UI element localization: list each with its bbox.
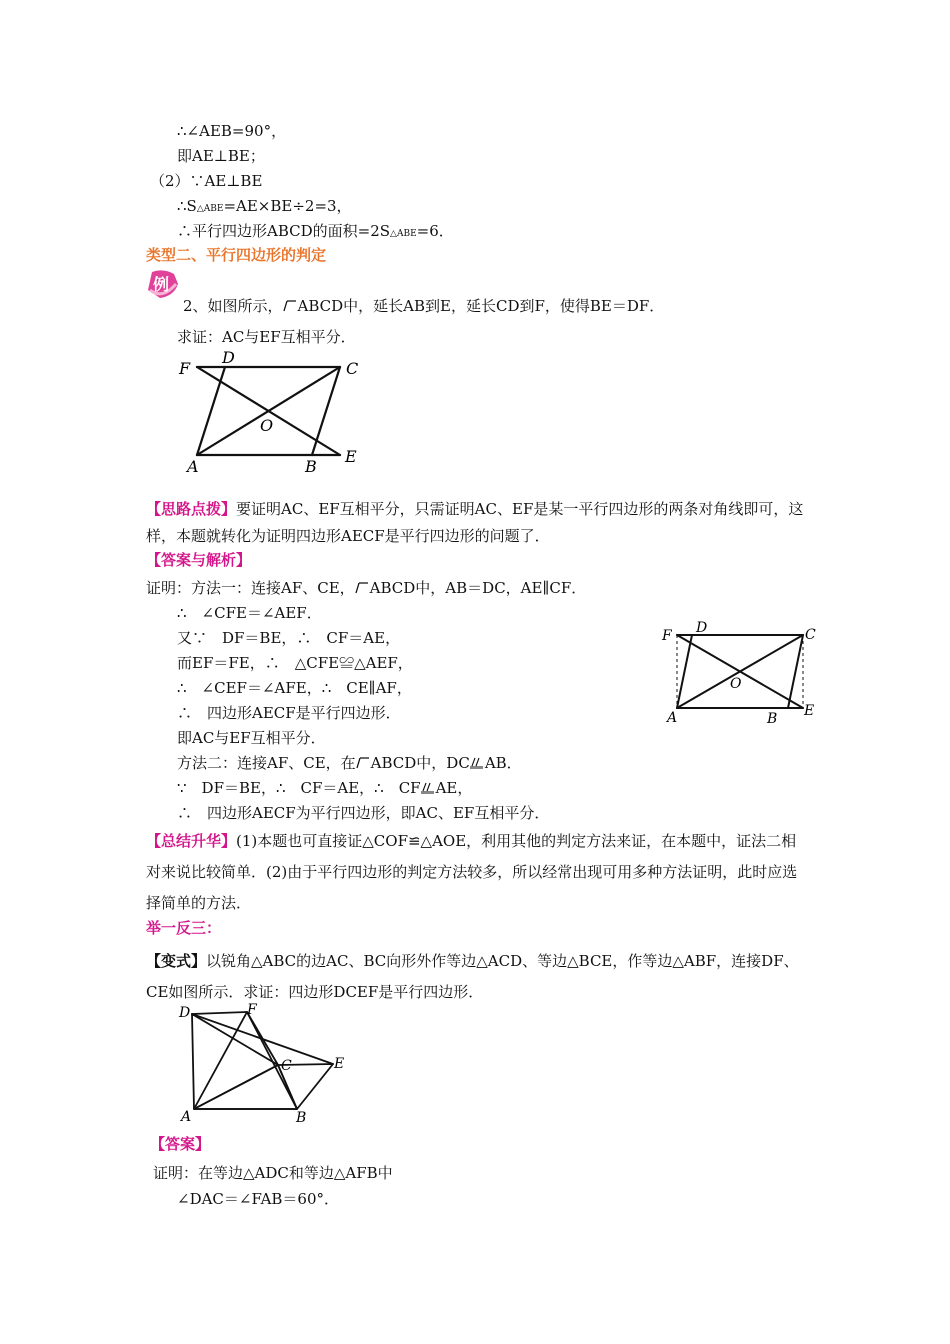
proof-line-2: 即AE⊥BE；	[177, 147, 265, 165]
parallelogram-icon	[355, 582, 369, 594]
proof-method1-line5: ∴ ∠CEF＝∠AFE，∴ CE∥AF，	[177, 679, 412, 697]
fig1-label-E: E	[345, 447, 357, 466]
fig3-label-C: C	[281, 1058, 292, 1074]
proof-method2-line1: 方法二：连接AF、CE，在 ABCD中，DC AB．	[177, 754, 522, 772]
example-prove: 求证：AC与EF互相平分．	[177, 328, 356, 346]
proof-method1-line6: ∴ 四边形AECF是平行四边形．	[177, 704, 401, 722]
answer-label: 【答案与解析】	[146, 551, 252, 569]
parallelogram-icon	[356, 757, 370, 769]
proof-line-4: ∴S△ABE=AE×BE÷2=3，	[177, 197, 352, 215]
figure-parallelogram-aecf-2	[658, 620, 820, 730]
fig3-label-D: D	[179, 1005, 191, 1021]
proof-line-3: （2）∵AE⊥BE	[150, 172, 263, 190]
fig1-label-B: B	[305, 457, 317, 476]
variant-label: 【变式】	[146, 952, 207, 970]
fig2-label-B: B	[767, 711, 778, 727]
practice-title: 举一反三：	[146, 919, 222, 937]
proof-method1-line2: ∴ ∠CFE＝∠AEF．	[177, 604, 322, 622]
proof-method2-line3: ∴ 四边形AECF为平行四边形，即AC、EF互相平分．	[177, 804, 550, 822]
variant-text: 以锐角△ABC的边AC、BC向形外作等边△ACD、等边△BCE，作等边△ABF，连接DF、CE如图所示．求证：四边形DCEF是平行四边形．	[146, 952, 799, 1001]
summary-paragraph	[146, 826, 810, 919]
answer2-line1: 证明：在等边△ADC和等边△AFB中	[153, 1164, 393, 1182]
hint-text: 要证明AC、EF互相平分，只需证明AC、EF是某一平行四边形的两条对角线即可，这样，本题就转化为证明四边形AECF是平行四边形的问题了．	[146, 500, 804, 545]
fig1-label-O: O	[260, 416, 274, 435]
parallel-equal-icon	[421, 782, 435, 794]
parallelogram-icon	[283, 300, 297, 312]
hint-label: 【思路点拨】	[146, 500, 237, 518]
fig2-label-A: A	[667, 710, 678, 726]
proof-line-1: ∴∠AEB=90°，	[177, 122, 287, 140]
answer2-label: 【答案】	[150, 1135, 211, 1153]
answer2-line2: ∠DAC＝∠FAB＝60°．	[177, 1190, 340, 1208]
example-statement: 2、如图所示， ABCD中，延长AB到E，延长CD到F，使得BE＝DF．	[183, 297, 665, 315]
figure-parallelogram-aecf	[175, 348, 370, 478]
proof-method2-line2: ∵ DF＝BE，∴ CF＝AE，∴ CF AE，	[177, 779, 473, 797]
fig2-label-C: C	[805, 627, 816, 643]
figure-equilateral-triangles	[175, 1002, 355, 1127]
example-badge-label: 例	[153, 275, 170, 294]
fig3-label-B: B	[296, 1110, 307, 1126]
fig1-label-D: D	[222, 348, 235, 367]
fig3-label-F: F	[247, 1002, 257, 1018]
fig1-label-A: A	[187, 457, 199, 476]
parallel-equal-icon	[470, 757, 484, 769]
fig1-label-C: C	[346, 359, 359, 378]
summary-label: 【总结升华】	[146, 832, 237, 850]
fig2-label-E: E	[804, 703, 815, 719]
proof-method1-line7: 即AC与EF互相平分．	[177, 729, 326, 747]
proof-method1-line1: 证明：方法一：连接AF、CE， ABCD中，AB＝DC，AE∥CF．	[146, 579, 587, 597]
fig2-label-F: F	[662, 628, 672, 644]
proof-method1-line3: 又∵ DF＝BE，∴ CF＝AE，	[177, 629, 401, 647]
fig1-label-F: F	[179, 359, 191, 378]
fig3-label-E: E	[334, 1056, 345, 1072]
proof-method1-line4: 而EF＝FE，∴ △CFE≌△AEF，	[177, 654, 413, 672]
section-title: 类型二、平行四边形的判定	[146, 246, 327, 264]
fig2-label-O: O	[730, 676, 742, 692]
summary-text: (1)本题也可直接证△COF≌△AOE，利用其他的判定方法来证，在本题中，证法二相对来说比较简单．(2)由于平行四边形的判定方法较多，所以经常出现可用多种方法证明，此时应选择简单的方法．	[146, 832, 798, 912]
fig2-label-D: D	[696, 620, 708, 636]
variant-paragraph	[146, 946, 810, 1008]
proof-line-5: ∴平行四边形ABCD的面积=2S△ABE=6．	[177, 222, 454, 240]
hint-paragraph	[146, 496, 810, 550]
fig3-label-A: A	[181, 1109, 192, 1125]
